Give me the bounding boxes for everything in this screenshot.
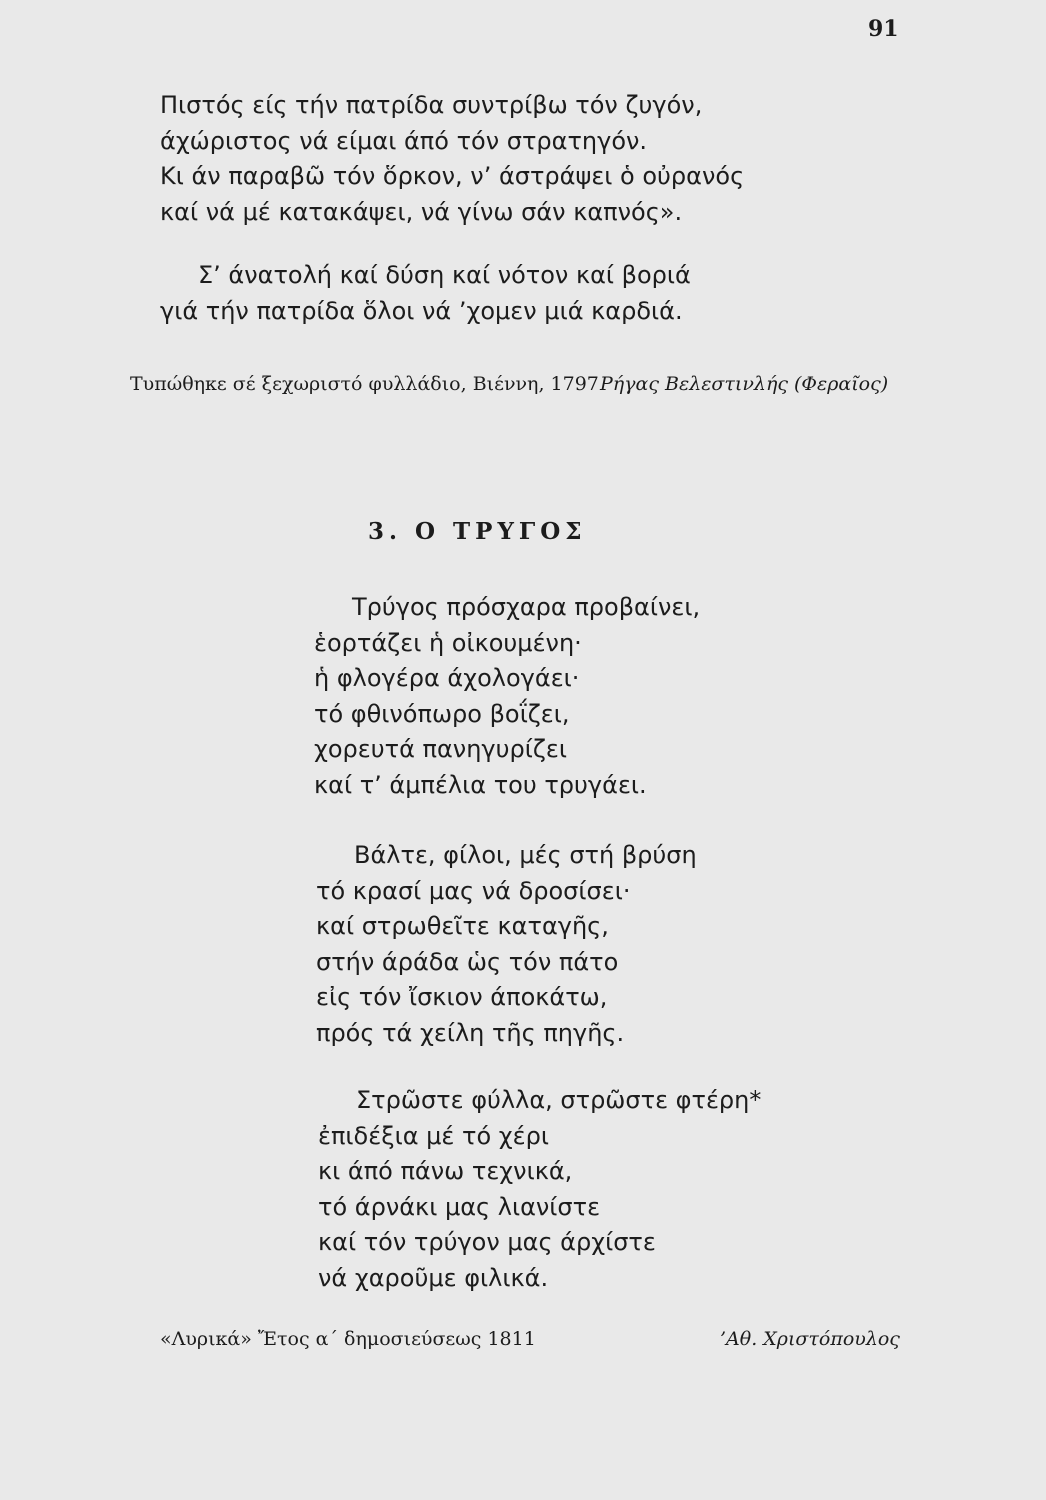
verse-line: κι άπό πάνω τεχνικά, xyxy=(318,1157,573,1185)
verse-line: τό φθινόπωρο βοΐζει, xyxy=(314,699,570,728)
poem2-source: «Λυρικά» Ἔτος α΄ δημοσιεύσεως 1811 xyxy=(160,1328,536,1350)
verse-line: Κι άν παραβῶ τόν ὅρκον, ν’ άστράψει ὁ οὐρανός xyxy=(160,162,745,190)
poem2-stanza2 xyxy=(316,838,697,1051)
verse-line: Πιστός είς τήν πατρίδα συντρίβω τόν ζυγόν, xyxy=(160,91,703,119)
verse-line: ἑορτάζει ἡ οἰκουμένη· xyxy=(314,628,582,657)
verse-line: καί τόν τρύγον μας άρχίστε xyxy=(318,1228,656,1256)
verse-line: χορευτά πανηγυρίζει xyxy=(314,735,568,763)
verse-line: ἐπιδέξια μέ τό χέρι xyxy=(318,1121,549,1150)
poem2-title: 3. Ο ΤΡΥΓΟΣ xyxy=(368,518,587,545)
poem1-author: Ρήγας Βελεστινλής (Φεραῖος) xyxy=(600,373,889,395)
verse-line: καί νά μέ κατακάψει, νά γίνω σάν καπνός». xyxy=(160,197,683,226)
poem2-stanza3 xyxy=(318,1083,761,1296)
page-number: 91 xyxy=(868,16,899,42)
verse-line: άχώριστος νά είμαι άπό τόν στρατηγόν. xyxy=(160,126,648,155)
verse-line: Τρύγος πρόσχαρα προβαίνει, xyxy=(352,593,701,621)
verse-line: γιά τήν πατρίδα ὅλοι νά ’χομεν μιά καρδιά. xyxy=(160,296,683,325)
verse-line: Σ’ άνατολή καί δύση καί νότον καί βοριά xyxy=(198,261,691,289)
poem1-stanza2 xyxy=(160,258,691,329)
verse-line: Στρῶστε φύλλα, στρῶστε φτέρη* xyxy=(356,1086,762,1114)
poem1-stanza1 xyxy=(160,88,744,230)
verse-line: τό άρνάκι μας λιανίστε xyxy=(318,1192,601,1221)
verse-line: καί στρωθεῖτε καταγῆς, xyxy=(316,912,609,940)
verse-line: πρός τά χείλη τῆς πηγῆς. xyxy=(316,1018,625,1047)
verse-line: Βάλτε, φίλοι, μές στή βρύση xyxy=(354,841,697,869)
verse-line: στήν άράδα ὡς τόν πάτο xyxy=(316,947,619,976)
poem2-stanza1 xyxy=(314,590,700,803)
poem1-source: Τυπώθηκε σέ ξεχωριστό φυλλάδιο, Βιέννη, 1797 xyxy=(130,373,599,395)
verse-line: εἰς τόν ἴσκιον άποκάτω, xyxy=(316,983,608,1011)
verse-line: καί τ’ άμπέλια του τρυγάει. xyxy=(314,770,647,799)
poem2-author: ’Αθ. Χριστόπουλος xyxy=(720,1328,900,1350)
verse-line: ἡ φλογέρα άχολογάει· xyxy=(314,664,580,692)
verse-line: νά χαροῦμε φιλικά. xyxy=(318,1263,549,1292)
verse-line: τό κρασί μας νά δροσίσει· xyxy=(316,876,631,905)
